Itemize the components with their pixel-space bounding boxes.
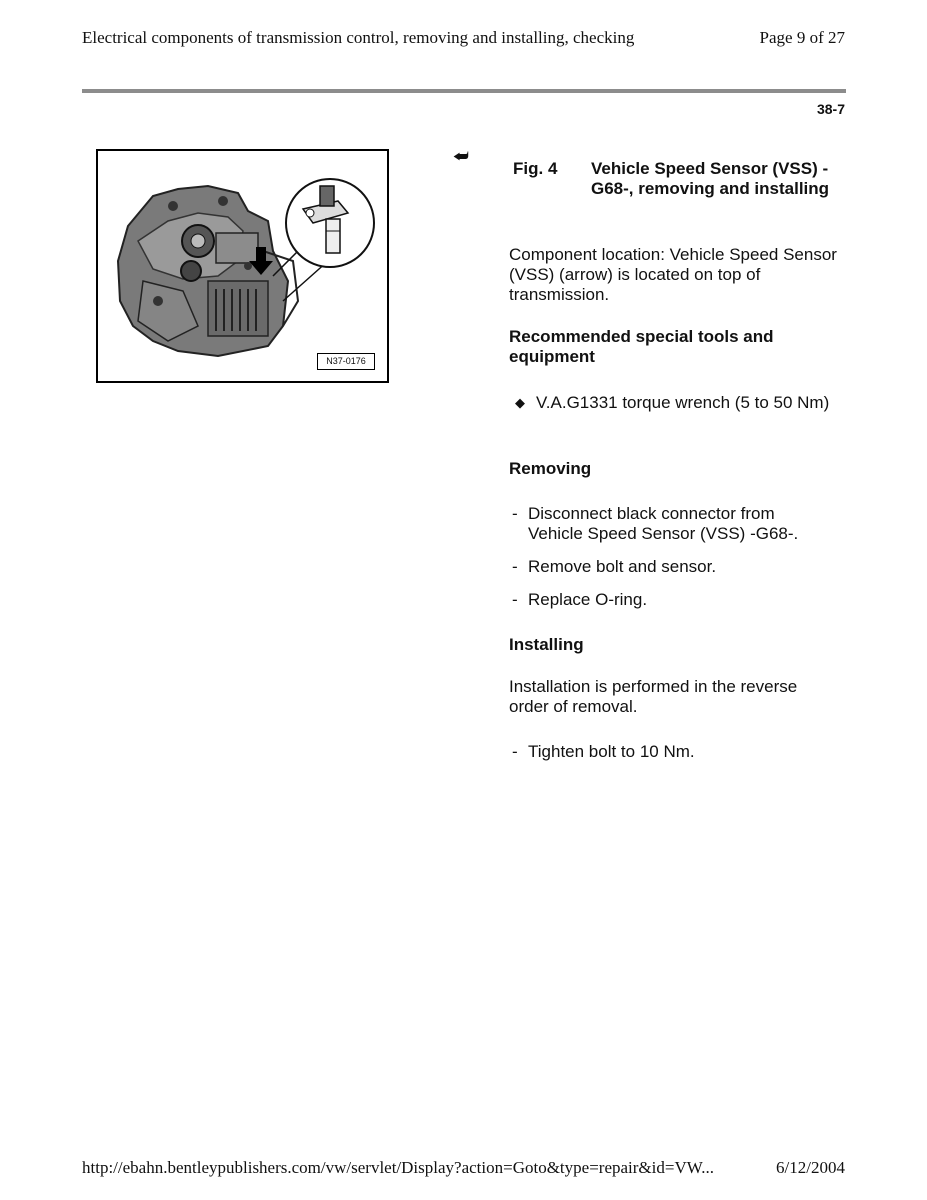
diamond-bullet-icon: ◆ [515, 395, 525, 410]
header-title: Electrical components of transmission control, removing and installing, checking [82, 28, 635, 47]
arrow-left-icon: ⮨ [453, 147, 469, 166]
list-item: - Replace O-ring. [512, 590, 648, 609]
tools-heading: Recommended special tools and equipment [509, 327, 774, 366]
component-location-text: Component location: Vehicle Speed Sensor (VSS) (arrow) is located on top of transmission. [509, 245, 837, 304]
installing-text: Installation is performed in the reverse order of removal. [509, 677, 798, 716]
list-item: - Disconnect black connector from Vehicle Speed Sensor (VSS) -G68-. [512, 504, 799, 543]
transmission-illustration [98, 151, 387, 381]
list-item: ◆ V.A.G1331 torque wrench (5 to 50 Nm) [515, 393, 830, 412]
footer-date: 6/12/2004 [776, 1158, 845, 1177]
installing-heading: Installing [509, 635, 584, 654]
header-page-number: Page 9 of 27 [759, 28, 845, 47]
page-code: 38-7 [816, 101, 845, 117]
list-item: - Remove bolt and sensor. [512, 557, 717, 576]
figure-title: Vehicle Speed Sensor (VSS) -G68-, removing and installing [591, 159, 830, 198]
figure-transmission-illustration [96, 149, 389, 383]
header-rule [82, 89, 846, 93]
list-item: - Tighten bolt to 10 Nm. [512, 742, 695, 761]
figure-number: Fig. 4 [513, 159, 558, 178]
removing-heading: Removing [509, 459, 592, 478]
footer-url: http://ebahn.bentleypublishers.com/vw/servlet/Display?action=Goto&type=repair&id=VW... [82, 1158, 714, 1177]
figure-label: N37-0176 [317, 353, 375, 370]
